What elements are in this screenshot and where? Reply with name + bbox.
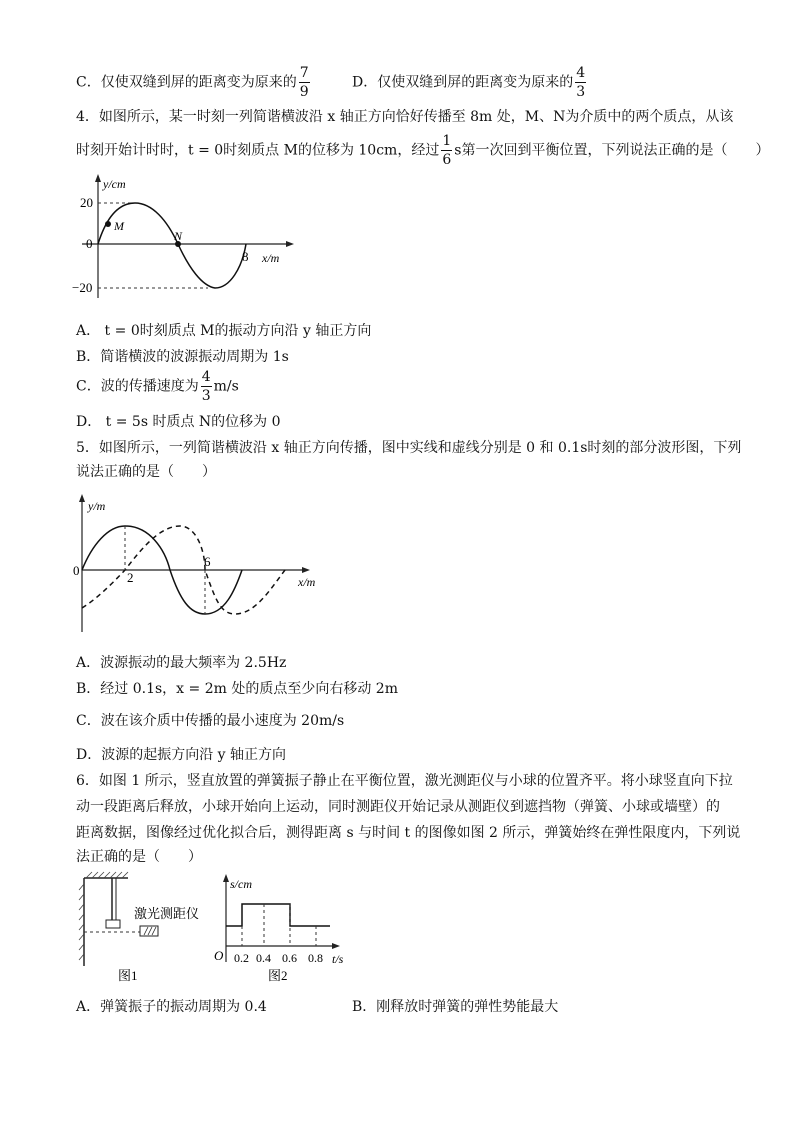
x-axis-arrow bbox=[332, 943, 340, 949]
y-axis-arrow bbox=[223, 874, 229, 882]
x-axis-arrow bbox=[286, 241, 294, 247]
tick-6: 6 bbox=[204, 554, 211, 569]
q5-option-d: D．波源的起振方向沿 y 轴正方向 bbox=[76, 747, 287, 763]
point-n-label: N bbox=[174, 229, 183, 243]
distance-step-line bbox=[226, 904, 330, 926]
fraction-numerator: 1 bbox=[442, 133, 452, 149]
tick-8: 8 bbox=[242, 249, 249, 264]
q4-option-b: B．简谐横波的波源振动周期为 1s bbox=[76, 349, 289, 365]
x-axis-label: x/m bbox=[298, 575, 316, 589]
q4-option-c-text: C．波的传播速度为 bbox=[76, 378, 199, 395]
laser-device bbox=[140, 926, 158, 936]
q5-option-b: B．经过 0.1s，x = 2m 处的质点至少向右移动 2m bbox=[76, 681, 398, 697]
q4-option-d: D． t = 5s 时质点 N的位移为 0 bbox=[76, 414, 281, 430]
x-axis-label: t/s bbox=[332, 952, 344, 966]
q6-stem-line1: 6．如图 1 所示，竖直放置的弹簧振子静止在平衡位置，激光测距仪与小球的位置齐平。将小球竖直向下拉 bbox=[76, 773, 733, 789]
q6-option-b: B．刚释放时弹簧的弹性势能最大 bbox=[352, 999, 559, 1015]
q3-option-c-text: C．仅使双缝到屏的距离变为原来的 bbox=[76, 74, 297, 91]
origin-label: 0 bbox=[73, 563, 80, 578]
ball bbox=[106, 920, 120, 928]
x-axis-arrow bbox=[302, 567, 310, 573]
y-axis-label: y/m bbox=[88, 499, 106, 513]
point-m-label: M bbox=[114, 219, 124, 233]
origin-label: 0 bbox=[86, 236, 93, 251]
q3-option-d-text: D．仅使双缝到屏的距离变为原来的 bbox=[352, 74, 574, 91]
fraction-numerator: 4 bbox=[201, 369, 211, 385]
ceiling-hatch bbox=[86, 872, 128, 878]
q4-wave-figure bbox=[72, 172, 302, 304]
q4-option-a: A． t = 0时刻质点 M的振动方向沿 y 轴正方向 bbox=[76, 323, 372, 339]
tick-0.2: 0.2 bbox=[234, 951, 249, 965]
q3-option-d bbox=[352, 66, 588, 99]
q5-wave-figure bbox=[70, 490, 320, 640]
fraction-numerator: 7 bbox=[299, 65, 309, 81]
q3-option-c-fraction bbox=[299, 66, 310, 99]
q4-option-c bbox=[76, 370, 239, 403]
y-axis-arrow bbox=[79, 494, 85, 502]
tick-0.6: 0.6 bbox=[282, 951, 297, 965]
fraction-denominator: 9 bbox=[299, 84, 309, 100]
x-axis-label: x/m bbox=[262, 251, 280, 265]
q5-option-c: C．波在该介质中传播的最小速度为 20m/s bbox=[76, 713, 345, 729]
q4-stem-line2 bbox=[76, 134, 769, 167]
tick-20: 20 bbox=[80, 195, 93, 210]
fraction-denominator: 3 bbox=[576, 84, 586, 100]
q4-stem-part-a: 时刻开始计时时，t = 0时刻质点 M的位移为 10cm，经过 bbox=[76, 142, 440, 159]
y-axis-arrow bbox=[95, 174, 101, 182]
fraction-denominator: 3 bbox=[201, 388, 211, 404]
y-axis-label: y/cm bbox=[103, 177, 126, 191]
tick-0.4: 0.4 bbox=[256, 951, 271, 965]
q6-figure1 bbox=[78, 870, 218, 988]
tick-neg20: −20 bbox=[72, 280, 93, 295]
q3-option-c bbox=[76, 66, 312, 99]
q4-stem-part-b: s第一次回到平衡位置，下列说法正确的是（ ） bbox=[454, 142, 770, 159]
q6-stem-line4: 法正确的是（ ） bbox=[76, 849, 202, 865]
wave-curve bbox=[98, 203, 246, 288]
q6-figure2 bbox=[208, 870, 348, 988]
fraction-denominator: 6 bbox=[442, 152, 452, 168]
y-axis-label: s/cm bbox=[230, 877, 252, 891]
q5-option-a: A．波源振动的最大频率为 2.5Hz bbox=[76, 655, 287, 671]
q4-stem-line1: 4．如图所示，某一时刻一列简谐横波沿 x 轴正方向恰好传播至 8m 处，M、N为介质中的两个质点，从该 bbox=[76, 109, 734, 125]
q4-option-c-unit: m/s bbox=[213, 378, 239, 395]
q5-stem-line2: 说法正确的是（ ） bbox=[76, 464, 216, 480]
q5-stem-line1: 5．如图所示，一列简谐横波沿 x 轴正方向传播，图中实线和虚线分别是 0 和 0.1s时刻的部分波形图，下列 bbox=[76, 440, 742, 456]
figure2-caption: 图2 bbox=[268, 968, 288, 983]
tick-0.8: 0.8 bbox=[308, 951, 323, 965]
fraction-numerator: 4 bbox=[576, 65, 586, 81]
q4-stem-fraction bbox=[441, 134, 452, 167]
figure1-caption: 图1 bbox=[118, 968, 138, 983]
point-m-marker bbox=[105, 221, 111, 227]
laser-device-label: 激光测距仪 bbox=[134, 906, 200, 921]
q6-stem-line2: 动一段距离后释放，小球开始向上运动，同时测距仪开始记录从测距仪到遮挡物（弹簧、小球或墙壁）的 bbox=[76, 799, 720, 815]
tick-2: 2 bbox=[127, 570, 134, 585]
q6-option-a: A．弹簧振子的振动周期为 0.4 bbox=[76, 999, 267, 1015]
origin-label: O bbox=[214, 948, 224, 963]
q6-stem-line3: 距离数据，图像经过优化拟合后，测得距离 s 与时间 t 的图像如图 2 所示，弹簧始终在弹性限度内，下列说 bbox=[76, 825, 741, 841]
q3-option-d-fraction bbox=[575, 66, 586, 99]
q4-option-c-fraction bbox=[201, 370, 212, 403]
